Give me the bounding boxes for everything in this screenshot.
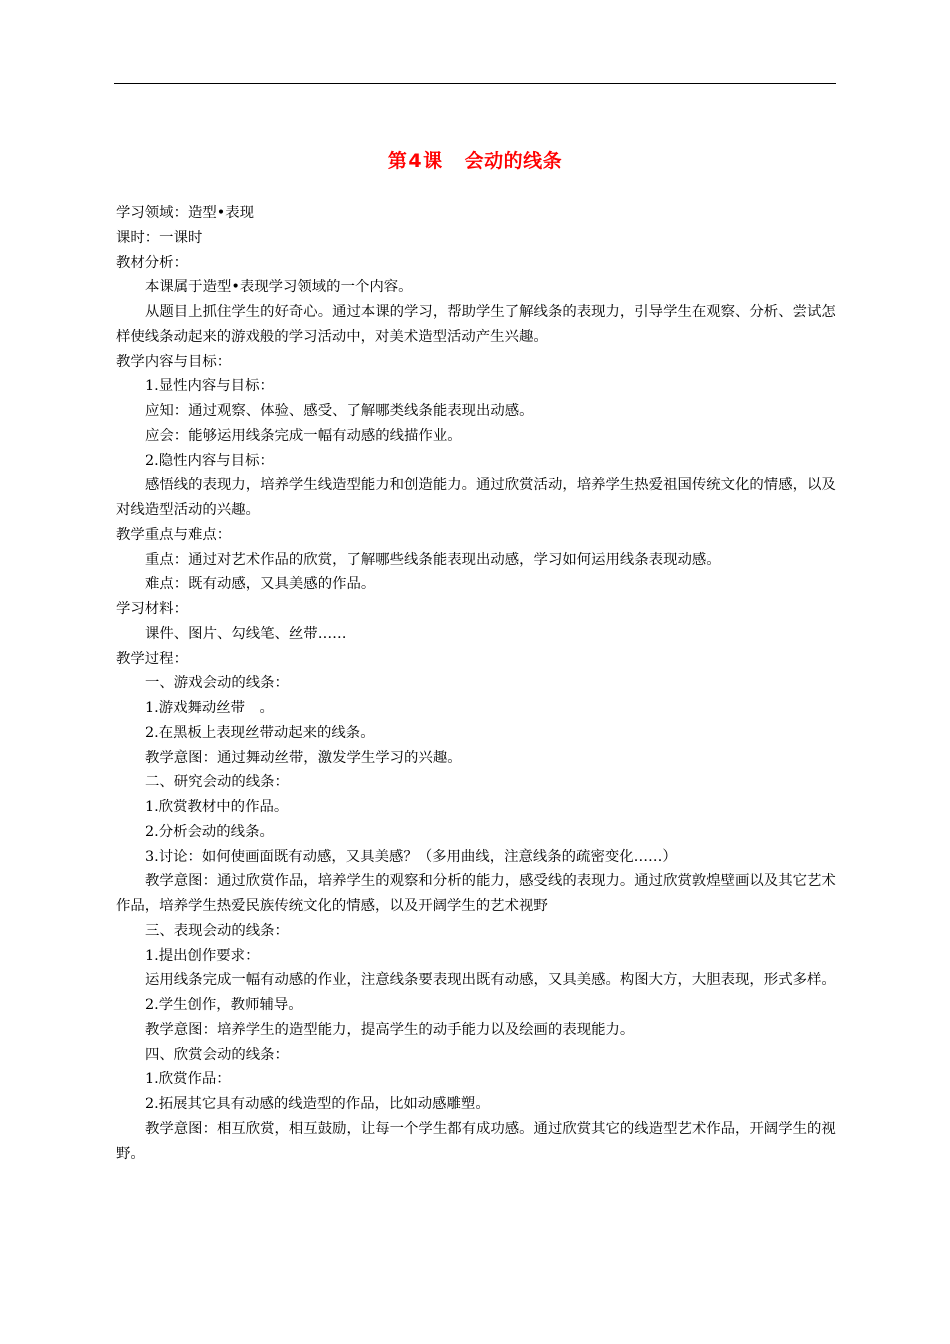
paragraph: 3.讨论：如何使画面既有动感，又具美感？（多用曲线，注意线条的疏密变化……） bbox=[145, 848, 677, 865]
paragraph: 1.提出创作要求： bbox=[145, 947, 260, 964]
paragraph: 难点：既有动感，又具美感的作品。 bbox=[145, 576, 376, 593]
paragraph: 课时：一课时 bbox=[116, 229, 203, 246]
paragraph: 教学过程： bbox=[116, 650, 188, 667]
title-unit: 课 bbox=[423, 150, 443, 172]
paragraph: 教学意图：通过欣赏作品，培养学生的观察和分析的能力，感受线的表现力。通过欣赏敦煌壁画以及其它艺术作品，培养学生热爱民族传统文化的情感，以及开阔学生的艺术视野 bbox=[116, 873, 836, 914]
paragraph: 2.在黑板上表现丝带动起来的线条。 bbox=[145, 724, 375, 741]
paragraph: 运用线条完成一幅有动感的作业，注意线条要表现出既有动感，又具美感。构图大方，大胆表现，形式多样。 bbox=[145, 972, 836, 989]
paragraph: 教学意图：通过舞动丝带，激发学生学习的兴趣。 bbox=[145, 749, 462, 766]
paragraph: 2.隐性内容与目标： bbox=[145, 452, 274, 469]
paragraph: 1.游戏舞动丝带 。 bbox=[145, 700, 274, 716]
lesson-plan-body bbox=[116, 201, 838, 1166]
paragraph: 三、表现会动的线条： bbox=[145, 922, 289, 939]
paragraph: 课件、图片、勾线笔、丝带…… bbox=[145, 625, 347, 642]
title-number: 4 bbox=[408, 150, 423, 172]
title-name: 会动的线条 bbox=[464, 150, 563, 172]
paragraph: 教学意图：培养学生的造型能力，提高学生的动手能力以及绘画的表现能力。 bbox=[145, 1021, 635, 1038]
lesson-title bbox=[0, 148, 950, 174]
paragraph: 学习材料： bbox=[116, 601, 188, 617]
paragraph: 2.拓展其它具有动感的线造型的作品，比如动感雕塑。 bbox=[145, 1096, 490, 1112]
paragraph: 从题目上抓住学生的好奇心。通过本课的学习，帮助学生了解线条的表现力，引导学生在观察、分析、尝试怎样使线条动起来的游戏般的学习活动中，对美术造型活动产生兴趣。 bbox=[116, 304, 836, 345]
paragraph: 本课属于造型•表现学习领域的一个内容。 bbox=[145, 279, 413, 296]
paragraph: 2.分析会动的线条。 bbox=[145, 823, 274, 840]
paragraph: 一、游戏会动的线条： bbox=[145, 675, 289, 692]
paragraph: 重点：通过对艺术作品的欣赏，了解哪些线条能表现出动感，学习如何运用线条表现动感。 bbox=[145, 551, 721, 568]
paragraph: 四、欣赏会动的线条： bbox=[145, 1046, 289, 1063]
title-prefix: 第 bbox=[387, 150, 408, 172]
paragraph: 感悟线的表现力，培养学生线造型能力和创造能力。通过欣赏活动，培养学生热爱祖国传统文化的情感，以及对线造型活动的兴趣。 bbox=[116, 477, 836, 518]
paragraph: 学习领域：造型•表现 bbox=[116, 205, 255, 221]
paragraph: 应知：通过观察、体验、感受、了解哪类线条能表现出动感。 bbox=[145, 403, 534, 419]
paragraph: 教学意图：相互欣赏，相互鼓励，让每一个学生都有成功感。通过欣赏其它的线造型艺术作品，开阔学生的视野。 bbox=[116, 1120, 836, 1162]
paragraph: 教学内容与目标： bbox=[116, 353, 232, 370]
paragraph: 1.显性内容与目标： bbox=[145, 378, 274, 395]
paragraph: 2.学生创作，教师辅导。 bbox=[145, 997, 303, 1013]
paragraph: 1.欣赏教材中的作品。 bbox=[145, 799, 289, 815]
paragraph: 应会：能够运用线条完成一幅有动感的线描作业。 bbox=[145, 427, 462, 444]
paragraph: 教材分析： bbox=[116, 254, 188, 271]
paragraph: 教学重点与难点： bbox=[116, 526, 232, 543]
header-rule bbox=[114, 83, 836, 84]
paragraph: 1.欣赏作品： bbox=[145, 1071, 231, 1088]
paragraph: 二、研究会动的线条： bbox=[145, 774, 289, 791]
